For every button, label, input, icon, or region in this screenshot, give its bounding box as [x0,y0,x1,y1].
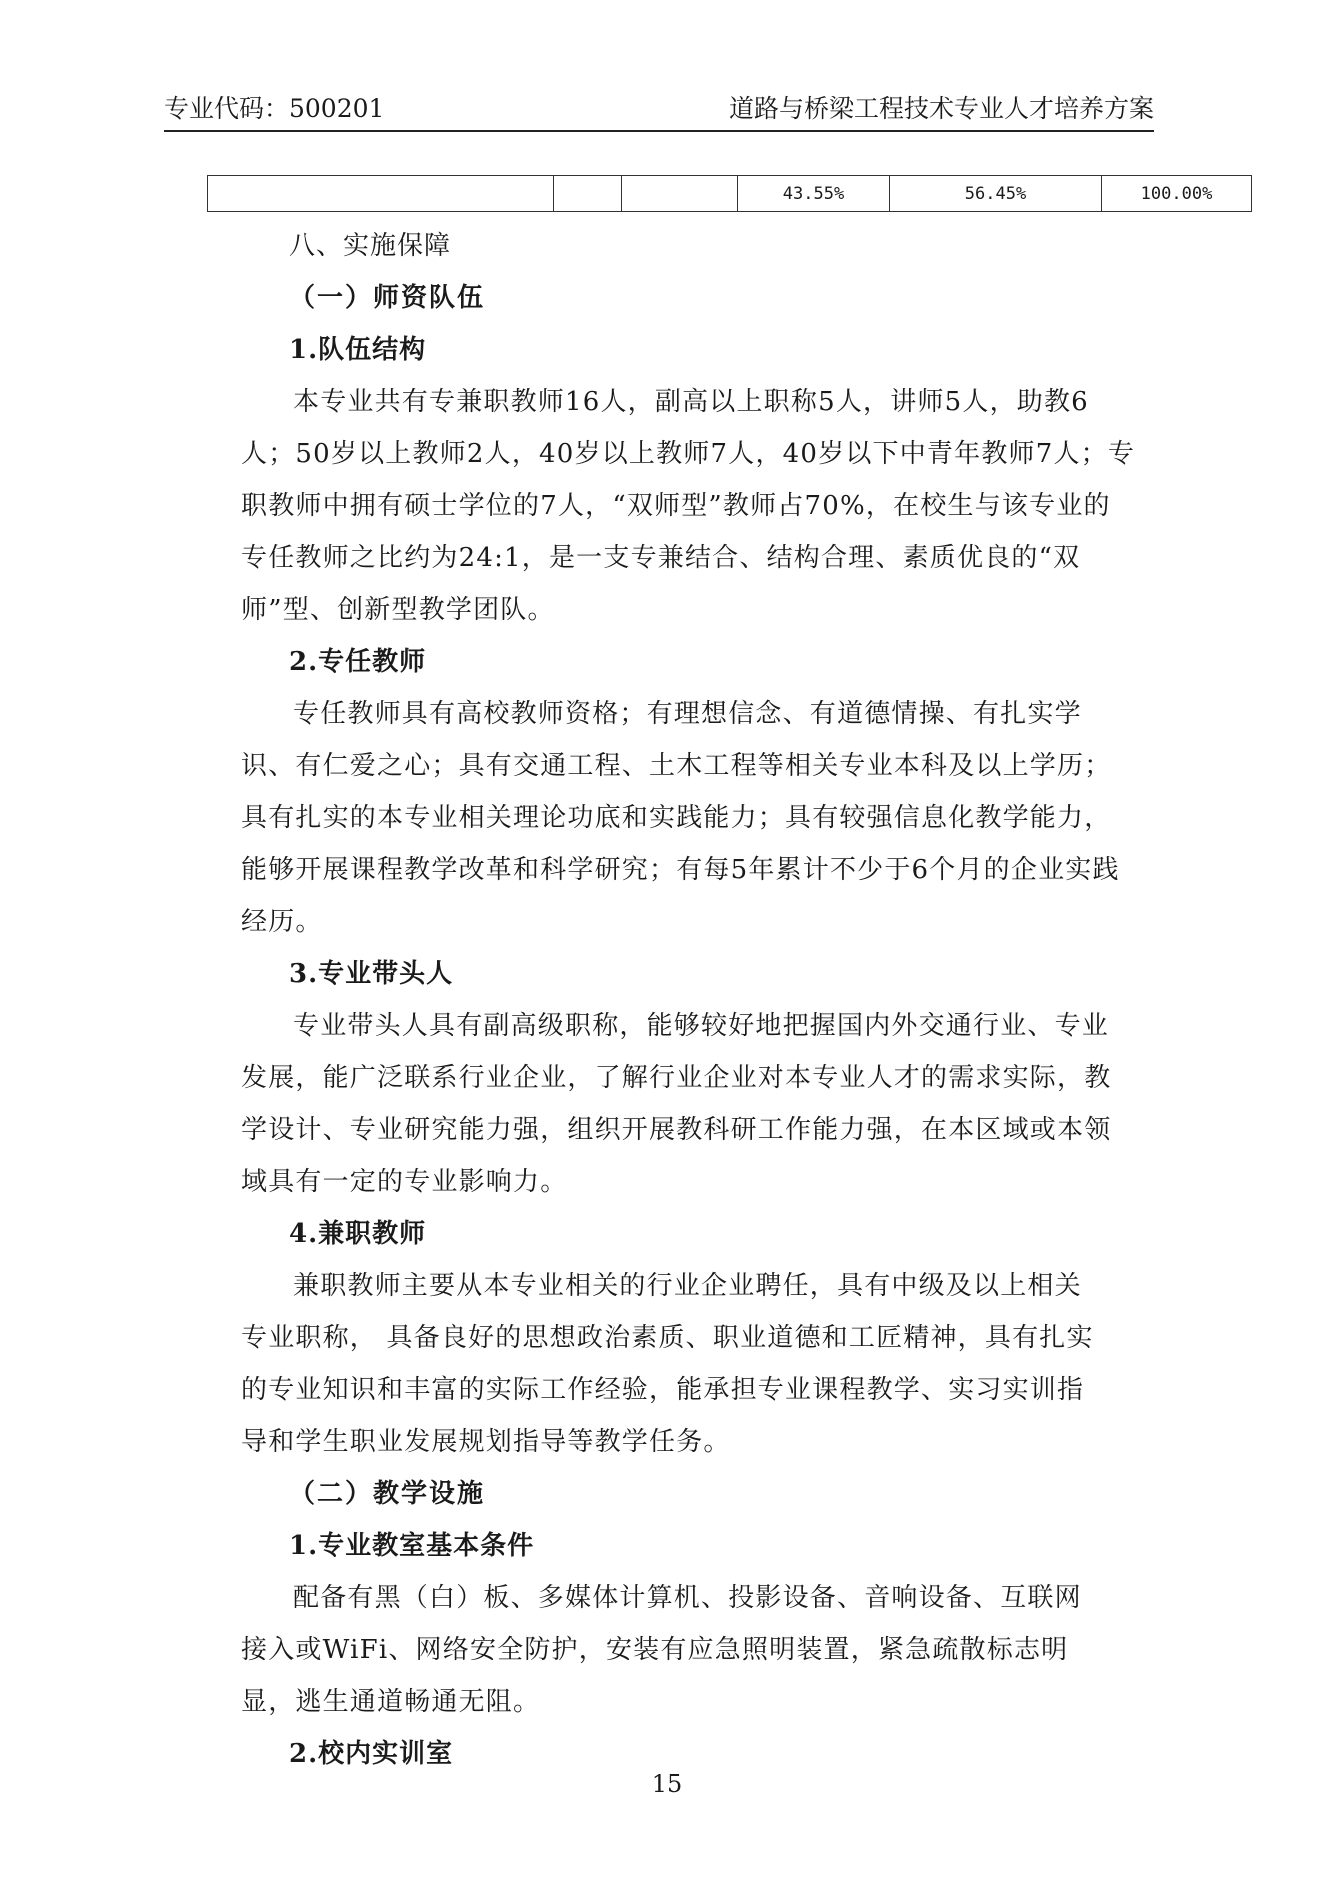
paragraph-line: 发展，能广泛联系行业企业，了解行业企业对本专业人才的需求实际，教 [241,1063,1112,1093]
item-heading: 4.兼职教师 [289,1219,427,1249]
item-heading: 3.专业带头人 [289,959,454,989]
paragraph-line: 域具有一定的专业影响力。 [241,1167,568,1197]
page-number: 15 [651,1770,683,1798]
paragraph [241,376,1136,636]
paragraph-line: 师”型、创新型教学团队。 [241,595,555,625]
paragraph-line: 职教师中拥有硕士学位的7人，“双师型”教师占70%，在校生与该专业的 [241,491,1111,521]
paragraph-line: 专任教师具有高校教师资格；有理想信念、有道德情操、有扎实学 [293,699,1082,729]
table-row [208,176,1252,212]
paragraph-line: 识、有仁爱之心；具有交通工程、土木工程等相关专业本科及以上学历； [241,751,1112,781]
table-cell: 56.45% [890,176,1102,212]
paragraph-line: 的专业知识和丰富的实际工作经验，能承担专业课程教学、实习实训指 [241,1375,1085,1405]
paragraph-line: 学设计、专业研究能力强，组织开展教科研工作能力强，在本区域或本领 [241,1115,1112,1145]
paragraph-line: 兼职教师主要从本专业相关的行业企业聘任，具有中级及以上相关 [293,1271,1082,1301]
table-cell: 43.55% [738,176,890,212]
paragraph-line: 配备有黑（白）板、多媒体计算机、投影设备、音响设备、互联网 [293,1583,1082,1613]
header-document-title: 道路与桥梁工程技术专业人才培养方案 [728,94,1154,123]
paragraph-line: 专业带头人具有副高级职称，能够较好地把握国内外交通行业、专业 [293,1011,1110,1041]
paragraph [241,688,1120,948]
paragraph [241,1000,1112,1208]
paragraph-line: 接入或WiFi、网络安全防护，安装有应急照明装置，紧急疏散标志明 [241,1635,1069,1665]
paragraph-line: 导和学生职业发展规划指导等教学任务。 [241,1427,731,1457]
section-heading: 八、实施保障 [289,231,452,261]
subsection-heading: （二）教学设施 [289,1479,486,1509]
paragraph [241,1572,1101,1728]
header-major-code: 专业代码：500201 [164,94,385,123]
page-header [164,92,1154,132]
paragraph-line: 经历。 [241,907,323,937]
table-cell [554,176,622,212]
paragraph-line: 具有扎实的本专业相关理论功底和实践能力；具有较强信息化教学能力， [241,803,1112,833]
item-heading: 2.校内实训室 [289,1739,454,1769]
item-heading: 1.队伍结构 [289,335,427,365]
paragraph-line: 显，逃生通道畅通无阻。 [241,1687,541,1717]
table-fragment [207,175,1252,212]
paragraph-line: 专任教师之比约为24:1，是一支专兼结合、结构合理、素质优良的“双 [241,543,1081,573]
paragraph-line: 本专业共有专兼职教师16人，副高以上职称5人，讲师5人，助教6 [293,387,1089,417]
paragraph [241,1260,1101,1468]
paragraph-line: 能够开展课程教学改革和科学研究；有每5年累计不少于6个月的企业实践 [241,855,1120,885]
table-cell [622,176,738,212]
item-heading: 2.专任教师 [289,647,427,677]
paragraph-line: 人；50岁以上教师2人，40岁以上教师7人，40岁以下中青年教师7人；专 [241,439,1136,469]
subsection-heading: （一）师资队伍 [289,283,486,313]
table-cell: 100.00% [1102,176,1252,212]
table-cell [208,176,554,212]
paragraph-line: 专业职称， 具备良好的思想政治素质、职业道德和工匠精神，具有扎实 [241,1323,1094,1353]
document-body [241,220,1136,1780]
item-heading: 1.专业教室基本条件 [289,1531,535,1561]
